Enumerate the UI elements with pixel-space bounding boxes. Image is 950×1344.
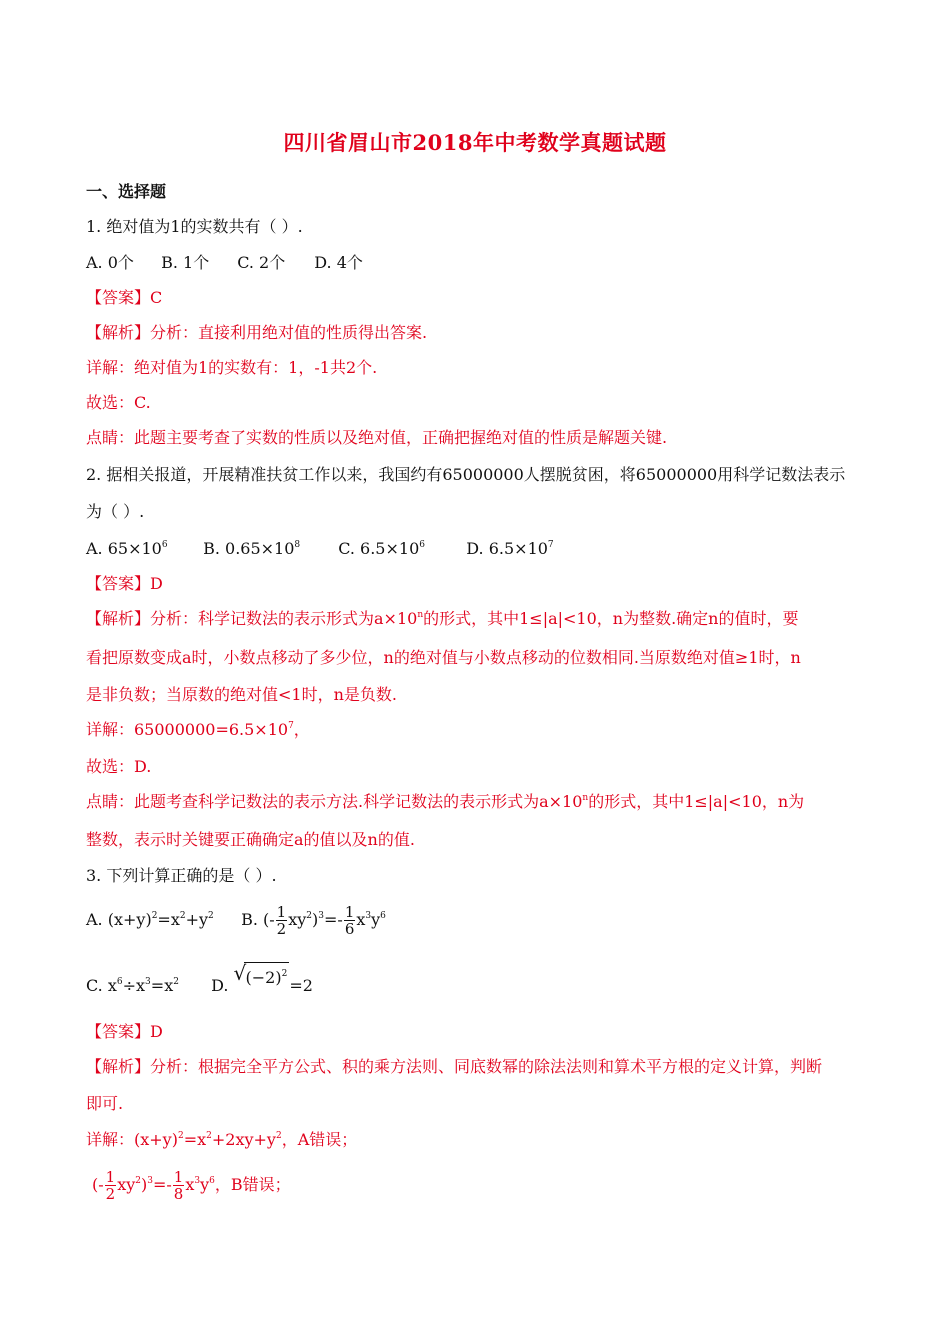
fraction: $\frac{1}{2}$ — [276, 903, 287, 938]
q2-choice: 故选：D. — [86, 757, 152, 776]
q1-stem: 1. 绝对值为1的实数共有（ ）. — [86, 217, 303, 236]
page-title: 四川省眉山市2018年中考数学真题试题 — [283, 130, 667, 155]
q3-option-d: D. √ $(-2)^2=2$ — [211, 961, 313, 995]
q2-analysis-line1: 【解析】分析：科学记数法的表示形式为$a\times 10^n$的形式，其中1≤|a|<10，n为整数.确定n的值时，要 — [86, 609, 799, 628]
q3-stem: 3. 下列计算正确的是（ ）. — [86, 866, 277, 885]
q1-detail: 详解：绝对值为1的实数有：1，-1共2个. — [86, 358, 378, 377]
q1-option-b: B. 1个 — [161, 253, 210, 272]
q2-stem-line1: 2. 据相关报道，开展精准扶贫工作以来，我国约有65000000人摆脱贫困，将65000000用科学记数法表示 — [86, 465, 846, 484]
fraction: $\frac{1}{6}$ — [344, 903, 355, 938]
q2-stem-line2: 为（ ）. — [86, 502, 145, 521]
q2-comment-line1: 点睛：此题考查科学记数法的表示方法.科学记数法的表示形式为$a\times 10^n$的形式，其中1≤|a|<10，n为 — [86, 792, 805, 811]
q2-options — [86, 539, 554, 559]
q2-detail: 详解：$65000000=6.5\times 10^7$， — [86, 720, 310, 739]
section-heading: 一、选择题 — [86, 182, 167, 201]
q3-option-c: C. $x^6\div x^3=x^2$ — [86, 976, 179, 995]
q2-answer: 【答案】D — [86, 574, 163, 593]
q2-option-c: C. $6.5\times 10^6$ — [338, 539, 425, 558]
q3-options-row2 — [86, 961, 313, 1000]
q3-option-b: B. (- $\frac{1}{2}$ $xy^2)^3=-$ $\frac{1}{6}$ $x^3y^6$ — [241, 903, 386, 938]
fraction: $\frac{1}{2}$ — [105, 1168, 116, 1203]
q1-option-a: A. 0个 — [86, 253, 134, 272]
q3-option-a: A. $(x+y)^2=x^2+y^2$ — [86, 910, 214, 929]
q1-option-c: C. 2个 — [237, 253, 286, 272]
fraction: $\frac{1}{8}$ — [173, 1168, 184, 1203]
q3-detail-line2: (- $\frac{1}{2}$ $xy^2)^3=-$ $\frac{1}{8}$ $x^3y^6$，B错误； — [92, 1168, 291, 1203]
q3-detail-line1: 详解：$(x+y)^2=x^2+2xy+y^2$，A错误； — [86, 1130, 358, 1149]
q3-answer: 【答案】D — [86, 1022, 163, 1041]
q1-options — [86, 253, 363, 273]
q1-option-d: D. 4个 — [314, 253, 363, 272]
q3-options-row1 — [86, 902, 386, 942]
square-root: √ $(-2)^2$ — [234, 962, 290, 993]
q2-option-d: D. $6.5\times 10^7$ — [466, 539, 554, 558]
q1-choice: 故选：C. — [86, 393, 151, 412]
q2-analysis-line2: 看把原数变成a时，小数点移动了多少位，n的绝对值与小数点移动的位数相同.当原数绝对值≥1时，n — [86, 648, 801, 667]
q3-analysis-line1: 【解析】分析：根据完全平方公式、积的乘方法则、同底数幂的除法法则和算术平方根的定义计算，判断 — [86, 1057, 823, 1076]
q1-comment: 点睛：此题主要考查了实数的性质以及绝对值，正确把握绝对值的性质是解题关键. — [86, 428, 668, 447]
q2-option-a: A. $65\times 10^6$ — [86, 539, 168, 558]
q1-analysis: 【解析】分析：直接利用绝对值的性质得出答案. — [86, 323, 428, 342]
q2-comment-line2: 整数，表示时关键要正确确定a的值以及n的值. — [86, 830, 415, 849]
q3-analysis-line2: 即可. — [86, 1094, 124, 1113]
q2-analysis-line3: 是非负数；当原数的绝对值<1时，n是负数. — [86, 685, 397, 704]
q2-option-b: B. $0.65\times 10^8$ — [203, 539, 301, 558]
q1-answer: 【答案】C — [86, 288, 163, 307]
